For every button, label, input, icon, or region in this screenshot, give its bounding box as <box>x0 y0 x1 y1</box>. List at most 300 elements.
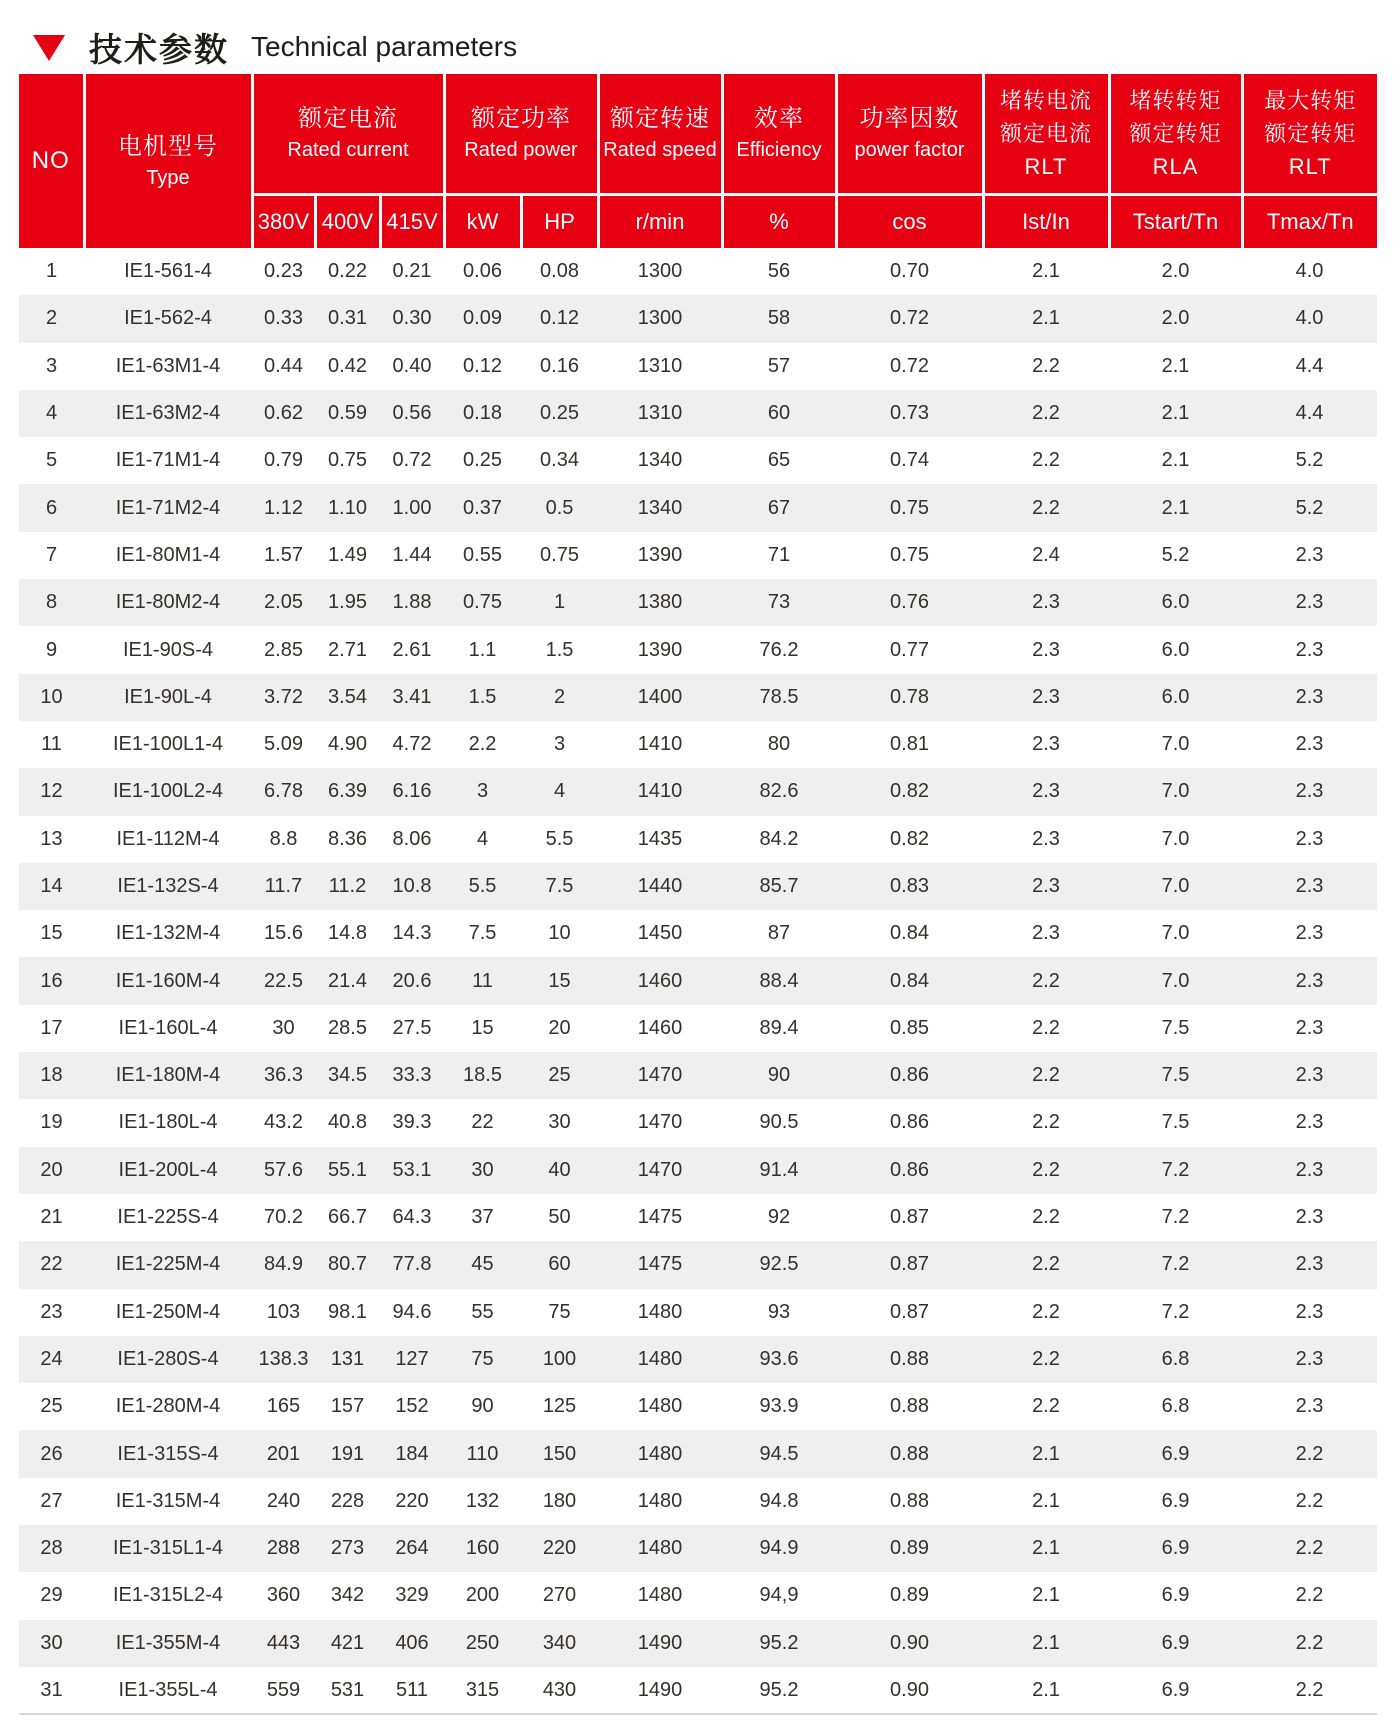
cell-speed-rmin: 1480 <box>637 1300 683 1323</box>
cell-no: 3 <box>45 354 58 377</box>
cell-ist-in: 2.1 <box>1032 1584 1060 1607</box>
cell-power-kw: 3 <box>476 780 489 803</box>
cell-current-415v: 8.06 <box>392 827 432 850</box>
cell-no: 15 <box>40 922 63 945</box>
cell-efficiency: 92.5 <box>759 1253 799 1276</box>
cell-tstart-tn: 6.0 <box>1161 591 1190 614</box>
cell-current-400v: 0.31 <box>328 307 367 330</box>
cell-power-hp: 0.34 <box>540 449 579 472</box>
cell-tstart-tn: 7.5 <box>1161 1016 1190 1039</box>
cell-current-400v: 0.75 <box>328 449 367 472</box>
cell-tstart-tn: 7.0 <box>1161 827 1190 850</box>
cell-no: 2 <box>45 307 58 330</box>
cell-no: 17 <box>40 1016 63 1039</box>
cell-tstart-tn: 2.0 <box>1161 307 1190 330</box>
cell-power-kw: 0.25 <box>463 449 502 472</box>
cell-speed-rmin: 1410 <box>637 733 683 756</box>
table-row <box>19 1099 1377 1146</box>
cell-tmax-tn: 4.0 <box>1295 307 1324 330</box>
cell-ist-in: 2.2 <box>1032 1300 1060 1323</box>
cell-type: IE1-561-4 <box>124 260 212 283</box>
cell-efficiency: 57 <box>767 354 791 377</box>
cell-cos: 0.77 <box>890 638 929 661</box>
cell-tmax-tn: 4.4 <box>1295 354 1324 377</box>
cell-current-400v: 40.8 <box>328 1111 367 1134</box>
cell-tmax-tn: 5.2 <box>1295 496 1324 519</box>
table-row <box>19 437 1377 484</box>
cell-current-380v: 8.8 <box>269 827 298 850</box>
cell-tstart-tn: 6.8 <box>1161 1347 1190 1370</box>
cell-current-400v: 342 <box>330 1584 365 1607</box>
cell-efficiency: 88.4 <box>759 969 799 992</box>
cell-tmax-tn: 2.3 <box>1295 638 1324 661</box>
cell-ist-in: 2.3 <box>1032 685 1060 708</box>
cell-efficiency: 56 <box>767 260 791 283</box>
cell-power-kw: 5.5 <box>468 875 497 897</box>
cell-current-380v: 288 <box>266 1537 301 1560</box>
cell-ist-in: 2.1 <box>1032 1537 1060 1560</box>
cell-power-kw: 0.12 <box>463 354 502 377</box>
cell-ist-in: 2.3 <box>1032 875 1060 897</box>
cell-ist-in: 2.1 <box>1032 1442 1060 1465</box>
cell-type: IE1-100L1-4 <box>112 733 224 756</box>
table-row <box>19 626 1377 673</box>
cell-speed-rmin: 1450 <box>637 922 683 945</box>
cell-tmax-tn: 2.3 <box>1295 780 1324 803</box>
cell-current-400v: 1.10 <box>328 496 367 519</box>
cell-tstart-tn: 7.2 <box>1161 1300 1190 1323</box>
cell-type: IE1-225M-4 <box>115 1253 221 1276</box>
cell-type: IE1-160M-4 <box>115 969 221 992</box>
cell-current-415v: 0.56 <box>392 402 432 425</box>
technical-parameters-table <box>19 74 1377 1715</box>
cell-current-400v: 4.90 <box>328 733 367 756</box>
cell-ist-in: 2.3 <box>1032 780 1060 803</box>
cell-no: 22 <box>40 1253 63 1276</box>
cell-ist-in: 2.3 <box>1032 638 1060 661</box>
cell-current-400v: 531 <box>330 1678 365 1701</box>
cell-power-hp: 20 <box>548 1016 571 1039</box>
cell-speed-rmin: 1310 <box>637 402 683 425</box>
cell-type: IE1-112M-4 <box>116 827 220 850</box>
cell-power-hp: 10 <box>548 922 571 945</box>
cell-current-380v: 57.6 <box>264 1158 303 1181</box>
cell-cos: 0.87 <box>890 1206 929 1229</box>
cell-ist-in: 2.2 <box>1032 1206 1060 1229</box>
cell-efficiency: 71 <box>767 543 791 566</box>
table-row <box>19 1289 1377 1336</box>
cell-speed-rmin: 1380 <box>637 591 683 614</box>
cell-type: IE1-71M1-4 <box>115 449 221 472</box>
cell-tstart-tn: 7.0 <box>1161 733 1190 756</box>
cell-ist-in: 2.2 <box>1032 354 1060 377</box>
cell-current-415v: 0.72 <box>392 449 432 472</box>
cell-type: IE1-132S-4 <box>117 875 219 897</box>
cell-current-380v: 70.2 <box>264 1206 303 1229</box>
cell-efficiency: 91.4 <box>759 1158 799 1181</box>
cell-cos: 0.88 <box>890 1347 929 1370</box>
cell-power-hp: 100 <box>542 1347 577 1370</box>
table-row <box>19 532 1377 579</box>
cell-tmax-tn: 2.3 <box>1295 827 1324 850</box>
cell-current-400v: 0.22 <box>328 260 367 283</box>
cell-ist-in: 2.2 <box>1032 1111 1060 1134</box>
cell-current-400v: 80.7 <box>328 1253 367 1276</box>
cell-current-380v: 3.72 <box>264 685 303 708</box>
cell-cos: 0.84 <box>890 969 929 992</box>
cell-power-kw: 75 <box>471 1347 494 1370</box>
cell-type: IE1-160L-4 <box>118 1016 218 1039</box>
cell-current-380v: 6.78 <box>264 780 303 803</box>
table-row <box>19 484 1377 531</box>
cell-tstart-tn: 2.1 <box>1161 402 1190 425</box>
cell-power-hp: 25 <box>548 1064 571 1087</box>
cell-ist-in: 2.2 <box>1032 1064 1060 1087</box>
cell-current-400v: 3.54 <box>328 685 367 708</box>
cell-current-415v: 3.41 <box>392 685 432 708</box>
cell-tmax-tn: 2.3 <box>1295 1016 1324 1039</box>
cell-tmax-tn: 2.3 <box>1295 1395 1324 1418</box>
cell-no: 25 <box>40 1395 63 1418</box>
cell-no: 26 <box>40 1442 63 1465</box>
cell-power-kw: 0.55 <box>463 543 502 566</box>
table-header <box>19 74 1377 248</box>
cell-tmax-tn: 2.3 <box>1295 875 1324 897</box>
subcol-400v: 400V <box>315 194 380 248</box>
table-row <box>19 1430 1377 1477</box>
cell-cos: 0.74 <box>890 449 929 472</box>
col-header-locked-rotor-torque: 堵转转矩 额定转矩 RLA <box>1109 74 1242 194</box>
cell-current-380v: 0.44 <box>264 354 303 377</box>
cell-ist-in: 2.2 <box>1032 1347 1060 1370</box>
cell-current-400v: 2.71 <box>328 638 367 661</box>
subcol-percent: % <box>722 194 836 248</box>
table-row <box>19 1194 1377 1241</box>
cell-speed-rmin: 1490 <box>637 1678 683 1701</box>
cell-speed-rmin: 1480 <box>637 1395 683 1418</box>
cell-type: IE1-280S-4 <box>117 1347 219 1370</box>
cell-current-415v: 20.6 <box>392 969 432 992</box>
cell-speed-rmin: 1470 <box>637 1158 683 1181</box>
cell-cos: 0.81 <box>890 733 929 756</box>
cell-tmax-tn: 2.2 <box>1295 1537 1324 1560</box>
cell-cos: 0.72 <box>890 354 929 377</box>
cell-power-hp: 0.75 <box>540 543 579 566</box>
cell-power-kw: 37 <box>471 1206 494 1229</box>
cell-current-380v: 2.05 <box>264 591 303 614</box>
cell-power-hp: 340 <box>542 1631 577 1654</box>
cell-current-400v: 21.4 <box>328 969 367 992</box>
cell-power-hp: 30 <box>548 1111 571 1134</box>
cell-no: 16 <box>40 969 63 992</box>
cell-tmax-tn: 2.3 <box>1295 1206 1324 1229</box>
cell-power-hp: 75 <box>548 1300 571 1323</box>
cell-current-415v: 2.61 <box>392 638 432 661</box>
cell-power-kw: 90 <box>471 1395 494 1418</box>
cell-no: 4 <box>45 402 58 425</box>
cell-current-380v: 36.3 <box>264 1064 303 1087</box>
cell-cos: 0.90 <box>890 1631 929 1654</box>
cell-tstart-tn: 7.5 <box>1161 1111 1190 1134</box>
cell-current-400v: 14.8 <box>328 922 367 945</box>
cell-speed-rmin: 1460 <box>637 969 683 992</box>
cell-tstart-tn: 2.0 <box>1161 260 1190 283</box>
cell-current-400v: 1.49 <box>328 543 367 566</box>
cell-current-415v: 27.5 <box>392 1016 432 1039</box>
table-row <box>19 1478 1377 1525</box>
cell-cos: 0.90 <box>890 1678 929 1701</box>
cell-current-400v: 273 <box>330 1537 365 1560</box>
cell-cos: 0.84 <box>890 922 929 945</box>
cell-type: IE1-180L-4 <box>118 1111 218 1134</box>
cell-efficiency: 90.5 <box>759 1111 799 1134</box>
table-row <box>19 1667 1377 1714</box>
subcol-415v: 415V <box>380 194 444 248</box>
cell-no: 10 <box>40 685 63 708</box>
cell-type: IE1-315L1-4 <box>112 1537 224 1560</box>
cell-current-380v: 138.3 <box>258 1347 309 1370</box>
table-row <box>19 295 1377 342</box>
cell-tstart-tn: 6.0 <box>1161 638 1190 661</box>
cell-ist-in: 2.2 <box>1032 1158 1060 1181</box>
cell-current-415v: 220 <box>395 1489 429 1512</box>
cell-no: 23 <box>40 1300 63 1323</box>
cell-efficiency: 89.4 <box>759 1016 799 1039</box>
cell-current-380v: 11.7 <box>264 875 303 897</box>
cell-current-400v: 1.95 <box>328 591 367 614</box>
col-header-locked-rotor-current: 堵转电流 额定电流 RLT <box>983 74 1109 194</box>
cell-tstart-tn: 7.2 <box>1161 1206 1190 1229</box>
cell-power-hp: 180 <box>542 1489 577 1512</box>
table-row <box>19 1052 1377 1099</box>
table-row <box>19 248 1377 295</box>
cell-speed-rmin: 1470 <box>637 1111 683 1134</box>
cell-current-400v: 0.42 <box>328 354 367 377</box>
table-row <box>19 1241 1377 1288</box>
cell-power-hp: 125 <box>542 1395 577 1418</box>
cell-tstart-tn: 6.9 <box>1161 1584 1190 1607</box>
cell-ist-in: 2.1 <box>1032 307 1060 330</box>
cell-efficiency: 85.7 <box>759 875 799 897</box>
cell-no: 9 <box>45 638 58 661</box>
cell-current-415v: 33.3 <box>392 1064 432 1087</box>
cell-speed-rmin: 1480 <box>637 1584 683 1607</box>
cell-current-380v: 443 <box>266 1631 301 1654</box>
cell-no: 28 <box>40 1537 63 1560</box>
cell-type: IE1-71M2-4 <box>115 496 221 519</box>
cell-ist-in: 2.2 <box>1032 1016 1060 1039</box>
cell-cos: 0.76 <box>890 591 929 614</box>
cell-cos: 0.86 <box>890 1064 929 1087</box>
cell-current-415v: 39.3 <box>392 1111 432 1134</box>
cell-current-380v: 103 <box>266 1300 301 1323</box>
col-header-no: NO <box>19 74 84 248</box>
cell-type: IE1-315L2-4 <box>112 1584 224 1607</box>
table-row <box>19 863 1377 910</box>
cell-current-400v: 55.1 <box>328 1158 367 1181</box>
cell-power-hp: 1 <box>553 591 566 614</box>
cell-tstart-tn: 7.0 <box>1161 780 1190 803</box>
cell-cos: 0.70 <box>890 260 929 283</box>
cell-cos: 0.82 <box>890 780 929 803</box>
cell-no: 1 <box>45 260 58 283</box>
cell-tmax-tn: 2.3 <box>1295 1300 1324 1323</box>
cell-current-380v: 0.33 <box>264 307 303 330</box>
cell-tmax-tn: 4.0 <box>1295 260 1324 283</box>
cell-efficiency: 95.2 <box>759 1678 799 1701</box>
cell-current-415v: 53.1 <box>392 1158 432 1181</box>
cell-power-hp: 1.5 <box>545 638 574 661</box>
cell-power-kw: 132 <box>465 1489 500 1512</box>
cell-tstart-tn: 6.9 <box>1161 1631 1190 1654</box>
cell-current-415v: 152 <box>395 1395 429 1418</box>
cell-power-hp: 150 <box>542 1442 577 1465</box>
cell-ist-in: 2.2 <box>1032 449 1060 472</box>
cell-current-400v: 6.39 <box>328 780 367 803</box>
cell-power-hp: 270 <box>542 1584 577 1607</box>
cell-speed-rmin: 1480 <box>637 1489 683 1512</box>
cell-current-380v: 5.09 <box>264 733 303 756</box>
subcol-tmax-tn: Tmax/Tn <box>1242 194 1377 248</box>
cell-cos: 0.87 <box>890 1253 929 1276</box>
subcol-ist-in: Ist/In <box>983 194 1109 248</box>
cell-tstart-tn: 7.0 <box>1161 875 1190 897</box>
cell-efficiency: 82.6 <box>759 780 799 803</box>
cell-cos: 0.75 <box>890 543 929 566</box>
cell-tmax-tn: 2.3 <box>1295 1347 1324 1370</box>
table-row <box>19 768 1377 815</box>
cell-power-hp: 4 <box>553 780 566 803</box>
cell-efficiency: 93 <box>767 1300 791 1323</box>
cell-power-kw: 55 <box>471 1300 494 1323</box>
cell-ist-in: 2.3 <box>1032 922 1060 945</box>
cell-power-hp: 7.5 <box>545 875 574 897</box>
cell-tmax-tn: 2.3 <box>1295 1158 1324 1181</box>
col-header-rated-speed: 额定转速 Rated speed <box>598 74 722 194</box>
cell-speed-rmin: 1435 <box>637 827 683 850</box>
subcol-kw: kW <box>444 194 521 248</box>
cell-speed-rmin: 1480 <box>637 1347 683 1370</box>
table-row <box>19 1620 1377 1667</box>
cell-current-400v: 421 <box>330 1631 365 1654</box>
cell-power-kw: 250 <box>465 1631 500 1654</box>
cell-ist-in: 2.1 <box>1032 1678 1060 1701</box>
cell-no: 31 <box>40 1678 63 1701</box>
cell-power-hp: 2 <box>553 685 566 708</box>
cell-type: IE1-315S-4 <box>117 1442 219 1465</box>
cell-tmax-tn: 2.3 <box>1295 685 1324 708</box>
table-row <box>19 957 1377 1004</box>
table-row <box>19 1005 1377 1052</box>
cell-ist-in: 2.3 <box>1032 827 1060 850</box>
cell-cos: 0.75 <box>890 496 929 519</box>
cell-cos: 0.89 <box>890 1584 929 1607</box>
cell-current-415v: 94.6 <box>392 1300 432 1323</box>
table-row <box>19 390 1377 437</box>
cell-efficiency: 95.2 <box>759 1631 799 1654</box>
cell-type: IE1-132M-4 <box>115 922 221 945</box>
cell-power-kw: 0.06 <box>463 260 502 283</box>
cell-type: IE1-225S-4 <box>117 1206 219 1229</box>
cell-current-415v: 14.3 <box>392 922 432 945</box>
cell-power-hp: 3 <box>553 733 566 756</box>
cell-no: 5 <box>45 449 58 472</box>
table-row <box>19 674 1377 721</box>
cell-current-380v: 30 <box>272 1016 295 1039</box>
cell-current-380v: 559 <box>266 1678 301 1701</box>
cell-current-415v: 1.00 <box>392 496 432 519</box>
cell-efficiency: 94.5 <box>759 1442 799 1465</box>
cell-ist-in: 2.2 <box>1032 402 1060 425</box>
cell-current-415v: 64.3 <box>392 1206 432 1229</box>
cell-efficiency: 60 <box>767 402 791 425</box>
cell-efficiency: 90 <box>767 1064 791 1087</box>
cell-power-kw: 160 <box>465 1537 500 1560</box>
cell-cos: 0.89 <box>890 1537 929 1560</box>
cell-power-kw: 200 <box>465 1584 500 1607</box>
subcol-cos: cos <box>836 194 983 248</box>
cell-power-hp: 0.5 <box>545 496 574 519</box>
cell-type: IE1-80M1-4 <box>115 543 221 566</box>
cell-no: 19 <box>40 1111 63 1134</box>
cell-power-kw: 18.5 <box>463 1064 502 1087</box>
cell-no: 20 <box>40 1158 63 1181</box>
cell-tstart-tn: 7.2 <box>1161 1158 1190 1181</box>
cell-efficiency: 73 <box>767 591 791 614</box>
cell-speed-rmin: 1410 <box>637 780 683 803</box>
cell-speed-rmin: 1390 <box>637 543 683 566</box>
cell-speed-rmin: 1470 <box>637 1064 683 1087</box>
cell-efficiency: 76.2 <box>759 638 799 661</box>
cell-power-kw: 0.09 <box>463 307 502 330</box>
cell-cos: 0.85 <box>890 1016 929 1039</box>
cell-current-380v: 1.12 <box>264 496 303 519</box>
table-row <box>19 1572 1377 1619</box>
cell-tmax-tn: 2.3 <box>1295 591 1324 614</box>
table-row <box>19 1525 1377 1572</box>
cell-tstart-tn: 6.0 <box>1161 685 1190 708</box>
cell-efficiency: 94.9 <box>759 1537 799 1560</box>
cell-efficiency: 92 <box>767 1206 791 1229</box>
table-row <box>19 816 1377 863</box>
cell-ist-in: 2.2 <box>1032 1395 1060 1418</box>
cell-current-415v: 406 <box>395 1631 429 1654</box>
table-row <box>19 910 1377 957</box>
cell-type: IE1-90L-4 <box>124 685 212 708</box>
cell-efficiency: 84.2 <box>759 827 799 850</box>
cell-speed-rmin: 1340 <box>637 496 683 519</box>
cell-current-380v: 2.85 <box>264 638 303 661</box>
cell-cos: 0.78 <box>890 685 929 708</box>
cell-tmax-tn: 2.3 <box>1295 1111 1324 1134</box>
cell-power-kw: 30 <box>471 1158 494 1181</box>
cell-tmax-tn: 5.2 <box>1295 449 1324 472</box>
cell-current-400v: 28.5 <box>328 1016 367 1039</box>
cell-no: 12 <box>40 780 63 803</box>
cell-ist-in: 2.2 <box>1032 969 1060 992</box>
cell-power-kw: 1.1 <box>468 638 497 661</box>
cell-type: IE1-355M-4 <box>115 1631 221 1654</box>
cell-power-hp: 40 <box>548 1158 571 1181</box>
page-title-zh: 技术参数 <box>89 30 229 68</box>
cell-efficiency: 94,9 <box>759 1584 799 1607</box>
col-header-efficiency: 效率 Efficiency <box>722 74 836 194</box>
cell-speed-rmin: 1480 <box>637 1442 683 1465</box>
cell-speed-rmin: 1340 <box>637 449 683 472</box>
cell-type: IE1-280M-4 <box>115 1395 221 1418</box>
cell-tmax-tn: 2.2 <box>1295 1489 1324 1512</box>
cell-no: 24 <box>40 1347 63 1370</box>
